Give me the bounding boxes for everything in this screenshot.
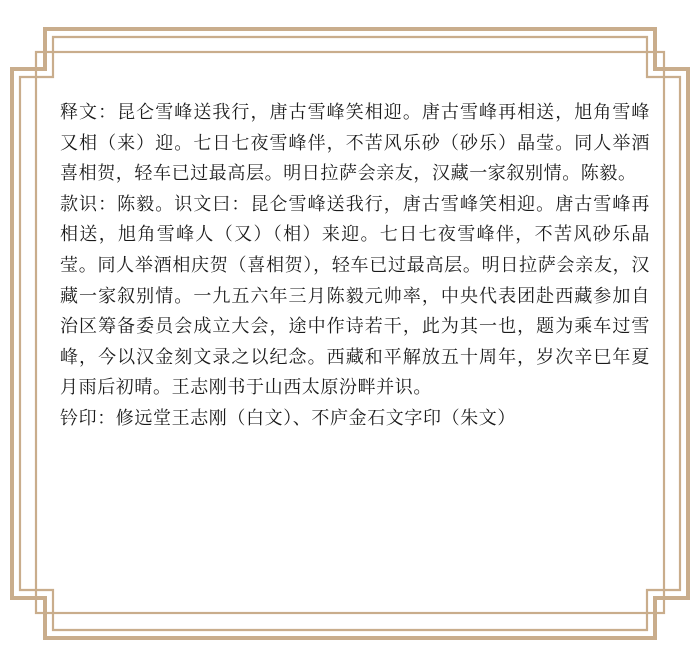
paragraph-inscription: 款识：陈毅。识文曰：昆仑雪峰送我行，唐古雪峰笑相迎。唐古雪峰再相送，旭角雪峰人（又）（相）来迎。七日七夜雪峰伴，不苦风砂乐晶莹。同人举酒相庆贺（喜相贺），轻车已过最高层。明日拉萨会亲友，汉藏一家叙别情。一九五六年三月陈毅元帅率，中央代表团赴西藏参加自治区筹备委员会成立大会，途中作诗若干，此为其一也，题为乘车过雪峰，今以汉金刻文录之以纪念。西藏和平解放五十周年，岁次辛巳年夏月雨后初晴。王志刚书于山西太原汾畔并识。: [60, 193, 650, 399]
text-body: [60, 98, 650, 435]
paragraph-translation: 释文：昆仑雪峰送我行，唐古雪峰笑相迎。唐古雪峰再相送，旭角雪峰又相（来）迎。七日七夜雪峰伴，不苦风乐砂（砂乐）晶莹。同人举酒喜相贺，轻车已过最高层。明日拉萨会亲友，汉藏一家叙别情。陈毅。: [60, 102, 650, 185]
paragraph-seals: 钤印：修远堂王志刚（白文）、不庐金石文字印（朱文）: [60, 407, 516, 429]
